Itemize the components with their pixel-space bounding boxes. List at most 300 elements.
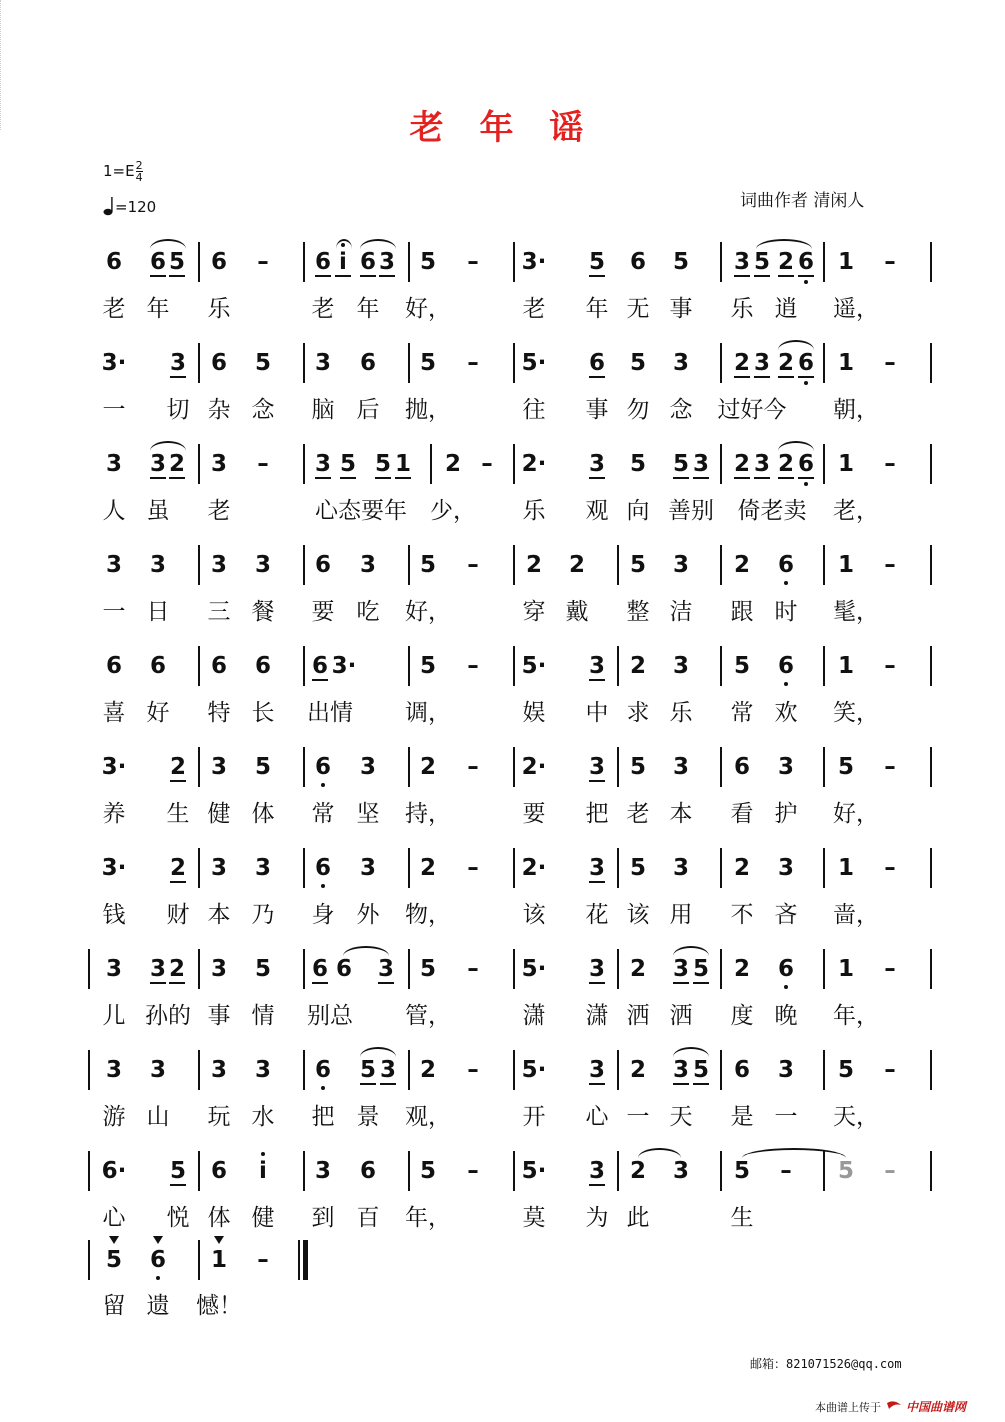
note: 5 — [629, 350, 646, 376]
tempo-value: =120 — [115, 198, 157, 216]
barline — [88, 949, 90, 989]
barline — [930, 747, 932, 787]
barline — [930, 242, 932, 282]
barline — [930, 848, 932, 888]
lyric: 乐 — [730, 296, 754, 322]
lyric: 老， — [833, 498, 879, 524]
note: 5 — [419, 653, 436, 679]
note: 3 — [588, 1158, 605, 1184]
underline-mark — [170, 780, 186, 782]
underline-mark — [754, 477, 770, 479]
lyric: 念 — [251, 397, 275, 423]
lyric: 洒 — [669, 1003, 693, 1029]
lyric: 孙的 — [145, 1003, 191, 1029]
slur-arc — [742, 1148, 846, 1158]
note: 2 — [525, 552, 542, 578]
note: 6 — [309, 854, 337, 882]
note: 3 — [105, 451, 122, 477]
lyric: 时 — [774, 599, 798, 625]
barline — [303, 343, 305, 383]
note: 5 — [419, 350, 436, 376]
note: 2 — [733, 552, 750, 578]
note: 5 — [837, 754, 854, 780]
lyric: 该 — [626, 902, 650, 928]
barline — [513, 646, 515, 686]
underline-mark — [589, 1083, 605, 1085]
underline-mark — [170, 881, 186, 883]
lyric: 悦 — [166, 1205, 190, 1231]
barline — [303, 848, 305, 888]
accent-mark — [153, 1236, 163, 1244]
note: 2· — [521, 855, 547, 881]
barline — [88, 1050, 90, 1090]
note: 3 — [149, 956, 166, 982]
note: 3 — [210, 552, 227, 578]
barline — [720, 848, 722, 888]
low-octave-dot — [784, 682, 788, 686]
lyric: 潇 — [522, 1003, 546, 1029]
lyric: 开 — [522, 1104, 546, 1130]
note: – — [884, 956, 896, 982]
lyric: 情 — [251, 1003, 275, 1029]
barline — [430, 444, 432, 484]
note: 5· — [521, 350, 547, 376]
barline — [823, 343, 825, 383]
note: 2 — [629, 956, 646, 982]
lyric: 遗 — [146, 1293, 170, 1319]
barline — [823, 242, 825, 282]
barline — [823, 646, 825, 686]
slur-arc — [638, 1148, 681, 1158]
note: 3 — [588, 754, 605, 780]
lyric: 调， — [405, 700, 451, 726]
slur-arc — [336, 239, 352, 249]
lyric: 啬， — [833, 902, 879, 928]
note: 2 — [169, 855, 186, 881]
lyric: 观， — [405, 1104, 451, 1130]
lyric: 一 — [774, 1104, 798, 1130]
lyric: 洁 — [669, 599, 693, 625]
note: 3 — [672, 350, 689, 376]
barline — [408, 1151, 410, 1191]
note: 5 — [837, 1158, 854, 1184]
low-octave-dot — [804, 280, 808, 284]
lyric: 年 — [356, 296, 380, 322]
note: 6 — [210, 249, 227, 275]
barline — [408, 545, 410, 585]
lyric: 朝， — [833, 397, 879, 423]
note: 6 — [359, 249, 376, 275]
note: – — [467, 249, 479, 275]
barline — [408, 949, 410, 989]
lyric: 憾！ — [196, 1293, 242, 1319]
note: 3· — [101, 350, 127, 376]
lyric: 后 — [356, 397, 380, 423]
note: – — [467, 956, 479, 982]
lyric: 老 — [102, 296, 126, 322]
barline — [303, 242, 305, 282]
lyric: 勿 — [626, 397, 650, 423]
low-octave-dot — [321, 783, 325, 787]
underline-mark — [589, 376, 605, 378]
lyric: 无 — [626, 296, 650, 322]
lyric: 该 — [522, 902, 546, 928]
note: i — [329, 248, 357, 276]
lyric: 心 — [102, 1205, 126, 1231]
lyric: 娱 — [522, 700, 546, 726]
note: – — [884, 855, 896, 881]
note: 3 — [672, 653, 689, 679]
lyric: 要 — [311, 599, 335, 625]
underline-mark — [378, 982, 394, 984]
lyric: 外 — [356, 902, 380, 928]
low-octave-dot — [804, 381, 808, 385]
note: 5 — [169, 1158, 186, 1184]
lyric: 物， — [405, 902, 451, 928]
lyric: 遥， — [833, 296, 879, 322]
note: 6 — [733, 1057, 750, 1083]
slur-arc — [756, 239, 812, 249]
barline — [823, 949, 825, 989]
lyric: 潇 — [585, 1003, 609, 1029]
lyric: 景 — [356, 1104, 380, 1130]
lyric: 日 — [146, 599, 170, 625]
lyric: 本 — [669, 801, 693, 827]
note: 3 — [672, 1158, 689, 1184]
lyric: 吃 — [356, 599, 380, 625]
lyric: 倚老卖 — [737, 498, 807, 524]
note: 3 — [149, 1057, 166, 1083]
barline — [617, 1151, 619, 1191]
note: 5 — [629, 754, 646, 780]
slur-arc — [150, 441, 186, 451]
high-octave-dot — [261, 1152, 265, 1156]
lyric: 跟 — [730, 599, 754, 625]
note: 6 — [772, 955, 800, 983]
lyric: 好， — [405, 296, 451, 322]
underline-mark — [589, 275, 605, 277]
barline — [930, 1151, 932, 1191]
note: 5 — [837, 1057, 854, 1083]
note: – — [884, 451, 896, 477]
lyric: 水 — [251, 1104, 275, 1130]
barline — [513, 747, 515, 787]
note: 6 — [792, 248, 820, 276]
lyric: 体 — [207, 1205, 231, 1231]
lyric: 老 — [207, 498, 231, 524]
note: – — [257, 451, 269, 477]
lyric: 事 — [585, 397, 609, 423]
note: 3 — [149, 552, 166, 578]
note: 3 — [777, 855, 794, 881]
lyric: 年 — [146, 296, 170, 322]
lyric: 穿 — [522, 599, 546, 625]
lyric: 长 — [251, 700, 275, 726]
note: 5 — [629, 552, 646, 578]
note: 5 — [419, 249, 436, 275]
lyric: 本 — [207, 902, 231, 928]
cpw-logo-icon — [885, 1401, 903, 1413]
underline-mark — [340, 477, 356, 479]
note: 5 — [692, 956, 709, 982]
lyric: 三 — [207, 599, 231, 625]
note: 6 — [254, 653, 271, 679]
lyric: 脑 — [311, 397, 335, 423]
lyric: 往 — [522, 397, 546, 423]
note: 2· — [521, 754, 547, 780]
note: – — [780, 1158, 792, 1184]
low-octave-dot — [804, 482, 808, 486]
note: 3 — [210, 855, 227, 881]
low-octave-dot — [784, 985, 788, 989]
note: 5 — [254, 956, 271, 982]
lyric: 乐 — [669, 700, 693, 726]
underline-mark — [589, 881, 605, 883]
note: 3 — [169, 350, 186, 376]
barline — [930, 343, 932, 383]
note: 1 — [837, 653, 854, 679]
barline — [198, 1050, 200, 1090]
note: 6 — [309, 753, 337, 781]
note: 3 — [588, 653, 605, 679]
underline-mark — [169, 982, 185, 984]
lyric: 善别 — [668, 498, 714, 524]
lyric: 一 — [102, 397, 126, 423]
lyric: 度 — [730, 1003, 754, 1029]
lyric: 常 — [311, 801, 335, 827]
barline — [720, 1151, 722, 1191]
note: 3 — [254, 552, 271, 578]
slur-arc — [673, 946, 709, 956]
lyric: 留 — [102, 1293, 126, 1319]
note: 5· — [521, 653, 547, 679]
underline-mark — [395, 477, 411, 479]
barline — [303, 444, 305, 484]
lyric: 是 — [730, 1104, 754, 1130]
composer-credit: 词曲作者 清闲人 — [740, 191, 865, 211]
key-label: 1=E — [103, 162, 135, 180]
lyric: 念 — [669, 397, 693, 423]
lyric: 不 — [730, 902, 754, 928]
barline — [823, 747, 825, 787]
underline-mark — [589, 982, 605, 984]
note: 6 — [311, 956, 328, 982]
note: – — [884, 350, 896, 376]
note: 6 — [629, 249, 646, 275]
low-octave-dot — [784, 581, 788, 585]
final-barline — [303, 1240, 308, 1280]
barline — [617, 747, 619, 787]
note: 3 — [254, 855, 271, 881]
underline-mark — [169, 477, 185, 479]
accent-mark — [109, 1236, 119, 1244]
note: 2 — [629, 653, 646, 679]
note: 5 — [672, 451, 689, 477]
lyric: 髦， — [833, 599, 879, 625]
lyric: 事 — [207, 1003, 231, 1029]
lyric: 游 — [102, 1104, 126, 1130]
low-octave-dot — [321, 1086, 325, 1090]
underline-mark — [379, 275, 395, 277]
underline-mark — [589, 780, 605, 782]
note: 3 — [753, 451, 770, 477]
lyric: 财 — [166, 902, 190, 928]
note: 3 — [733, 249, 750, 275]
barline — [408, 343, 410, 383]
note: 5· — [521, 956, 547, 982]
lyric: 特 — [207, 700, 231, 726]
note: – — [467, 1158, 479, 1184]
lyric: 看 — [730, 801, 754, 827]
barline — [408, 848, 410, 888]
note: 2 — [168, 956, 185, 982]
note: – — [467, 350, 479, 376]
lyric: 钱 — [102, 902, 126, 928]
barline — [513, 444, 515, 484]
lyric: 身 — [311, 902, 335, 928]
barline — [720, 949, 722, 989]
note: 6 — [149, 249, 166, 275]
note: 5 — [629, 855, 646, 881]
lyric: 持， — [405, 801, 451, 827]
note: 3 — [210, 956, 227, 982]
underline-mark — [693, 1083, 709, 1085]
lyric: 别总 — [307, 1003, 353, 1029]
note: 6· — [101, 1158, 127, 1184]
barline — [298, 1240, 300, 1280]
note: 1 — [837, 956, 854, 982]
lyric: 为 — [585, 1205, 609, 1231]
note: 1 — [394, 451, 411, 477]
note: 6 — [210, 653, 227, 679]
note: 2· — [521, 451, 547, 477]
lyric: 观 — [585, 498, 609, 524]
barline — [198, 444, 200, 484]
lyric: 过好今 — [717, 397, 787, 423]
note: 3 — [672, 754, 689, 780]
note: 2 — [444, 451, 461, 477]
note: 5 — [339, 451, 356, 477]
note: 3 — [254, 1057, 271, 1083]
barline — [513, 1050, 515, 1090]
underline-mark — [589, 477, 605, 479]
barline — [823, 848, 825, 888]
underline-mark — [798, 275, 814, 277]
barline — [930, 646, 932, 686]
underline-mark — [335, 275, 351, 277]
note: 6 — [359, 350, 376, 376]
barline — [198, 1151, 200, 1191]
lyric: 把 — [311, 1104, 335, 1130]
note: 3 — [777, 754, 794, 780]
lyric: 心态要年 — [315, 498, 407, 524]
barline — [617, 1050, 619, 1090]
lyric: 事 — [669, 296, 693, 322]
note: – — [884, 754, 896, 780]
note: 6 — [311, 653, 328, 679]
lyric: 健 — [207, 801, 231, 827]
barline — [617, 949, 619, 989]
barline — [303, 1050, 305, 1090]
barline — [198, 1240, 200, 1280]
barline — [198, 646, 200, 686]
lyric: 向 — [626, 498, 650, 524]
barline — [720, 444, 722, 484]
barline — [513, 949, 515, 989]
lyric: 心 — [585, 1104, 609, 1130]
note: – — [257, 1247, 269, 1273]
lyric: 年 — [585, 296, 609, 322]
underline-mark — [380, 1083, 396, 1085]
barline — [303, 1151, 305, 1191]
note: 2 — [777, 350, 794, 376]
lyric: 抛， — [405, 397, 451, 423]
slur-arc — [343, 946, 389, 956]
note: 2 — [733, 451, 750, 477]
note: 2 — [419, 1057, 436, 1083]
barline — [513, 848, 515, 888]
slur-arc — [360, 239, 396, 249]
barline — [720, 1050, 722, 1090]
note: 5 — [733, 1158, 750, 1184]
underline-mark — [589, 679, 605, 681]
barline — [198, 343, 200, 383]
lyric: 欢 — [774, 700, 798, 726]
note: 6 — [105, 653, 122, 679]
note: 3· — [101, 855, 127, 881]
note: – — [467, 1057, 479, 1083]
slur-arc — [150, 239, 186, 249]
barline — [198, 949, 200, 989]
lyric: 逍 — [774, 296, 798, 322]
note: 6 — [314, 552, 331, 578]
note: 3· — [521, 249, 547, 275]
barline — [720, 545, 722, 585]
note: 6 — [733, 754, 750, 780]
barline — [513, 343, 515, 383]
note: 3 — [777, 1057, 794, 1083]
note: 3· — [101, 754, 127, 780]
barline — [88, 1240, 90, 1280]
lyric: 天 — [669, 1104, 693, 1130]
lyric: 老 — [626, 801, 650, 827]
underline-mark — [798, 477, 814, 479]
underline-mark — [315, 477, 331, 479]
note: 2 — [419, 754, 436, 780]
lyric: 此 — [626, 1205, 650, 1231]
note: 5 — [105, 1247, 122, 1273]
underline-mark — [754, 376, 770, 378]
lyric: 整 — [626, 599, 650, 625]
note: 6 — [772, 652, 800, 680]
email-contact: 邮箱：821071526@qq.com — [750, 1357, 902, 1371]
note: 5 — [254, 754, 271, 780]
note: 2 — [733, 855, 750, 881]
lyric: 体 — [251, 801, 275, 827]
note: 3 — [379, 1057, 396, 1083]
lyric: 乐 — [522, 498, 546, 524]
note: 3 — [588, 1057, 605, 1083]
note: 3 — [359, 754, 376, 780]
barline — [408, 747, 410, 787]
barline — [198, 242, 200, 282]
note: i — [249, 1157, 277, 1185]
underline-mark — [693, 477, 709, 479]
note: 6 — [335, 956, 352, 982]
lyric: 晚 — [774, 1003, 798, 1029]
barline — [720, 242, 722, 282]
lyric: 山 — [146, 1104, 170, 1130]
